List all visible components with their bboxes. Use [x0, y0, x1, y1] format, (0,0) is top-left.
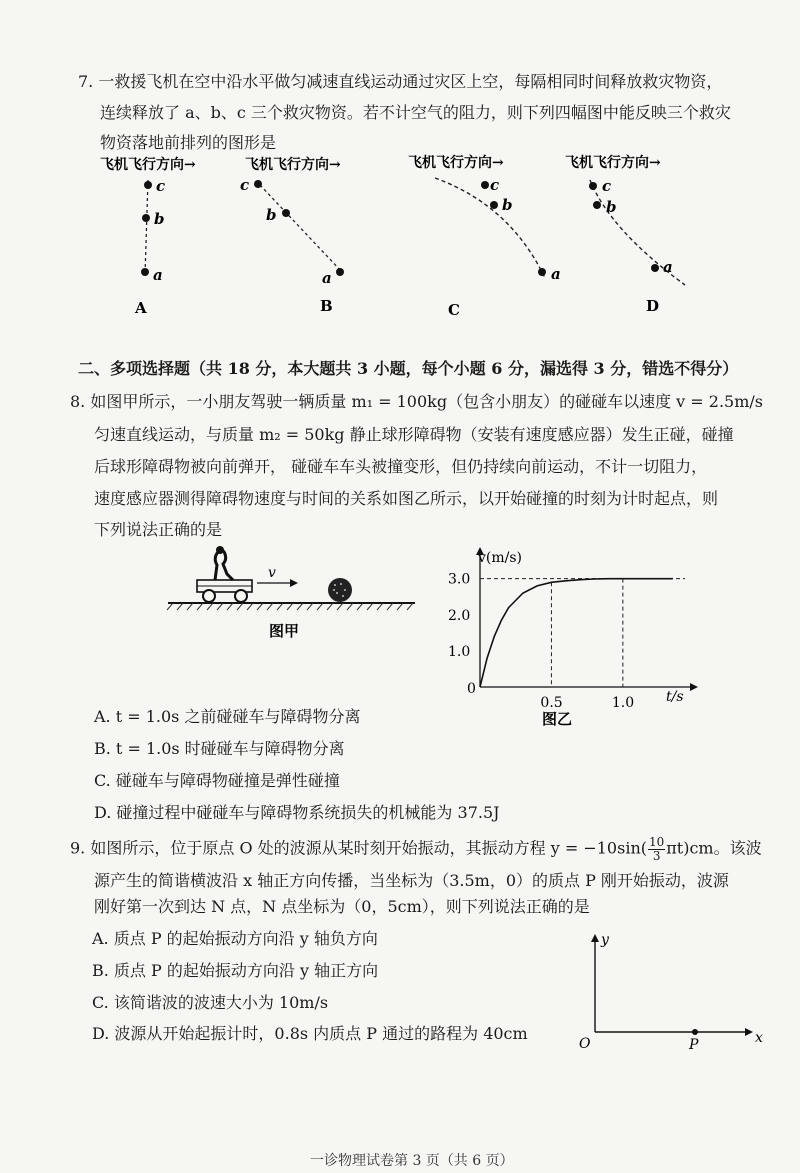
q8-option-a: A. t = 1.0s 之前碰碰车与障碍物分离	[94, 707, 361, 726]
q8-line2: 匀速直线运动，与质量 m₂ = 50kg 静止球形障碍物（安装有速度感应器）发生正碰，碰撞	[94, 425, 734, 444]
chart-x-tick-1: 1.0	[611, 695, 635, 711]
q7-option-a-label: A	[135, 299, 147, 317]
q8-fig1-caption: 图甲	[269, 622, 300, 640]
q7-line1: 7. 一救援飞机在空中沿水平做匀减速直线运动通过灾区上空，每隔相同时间释放救灾物资，	[78, 72, 723, 91]
chart-series-line-0	[480, 579, 673, 687]
chart-y-tick-1: 2.0	[448, 607, 471, 624]
q8-line4: 速度感应器测得障碍物速度与时间的关系如图乙所示，以开始碰撞的时刻为计时起点，则	[94, 489, 719, 508]
chart-ylabel: v(m/s)	[478, 550, 523, 566]
q9-axes-figure	[565, 930, 775, 1055]
q9-option-b: B. 质点 P 的起始振动方向沿 y 轴正方向	[92, 961, 379, 980]
q7-figures	[90, 150, 710, 325]
q9-axis-y: y	[601, 932, 609, 948]
chart-xlabel: t/s	[666, 689, 684, 705]
q7-option-d-label: D	[646, 297, 660, 315]
q7-a-a: a	[153, 266, 163, 284]
q7-b-c: c	[240, 176, 250, 194]
q7-dir-label-b: 飞机飞行方向→	[245, 157, 341, 173]
q8-fig2-caption: 图乙	[542, 710, 573, 728]
q7-d-c: c	[602, 177, 612, 195]
q7-dir-label-d: 飞机飞行方向→	[565, 155, 661, 171]
q9-axis-x: x	[755, 1030, 763, 1046]
q8-option-d: D. 碰撞过程中碰碰车与障碍物系统损失的机械能为 37.5J	[94, 803, 500, 822]
q7-option-b-label: B	[320, 297, 333, 315]
q8-line5: 下列说法正确的是	[94, 520, 223, 539]
q8-figure-jia	[165, 540, 425, 640]
q9-point-p: P	[689, 1037, 699, 1053]
q9-frac-den: 3	[652, 848, 661, 863]
chart-x-tick-0: 0.5	[540, 695, 563, 711]
q9-option-c: C. 该简谐波的波速大小为 10m/s	[92, 993, 329, 1012]
q9-line2: 源产生的简谐横波沿 x 轴正方向传播，当坐标为（3.5m，0）的质点 P 刚开始振动，波源	[94, 871, 729, 890]
q8-option-c: C. 碰碰车与障碍物碰撞是弹性碰撞	[94, 771, 340, 790]
chart-x-arrow	[690, 683, 698, 691]
q9-line3: 刚好第一次到达 N 点，N 点坐标为（0，5cm），则下列说法正确的是	[94, 897, 590, 916]
q9-fraction	[648, 836, 665, 862]
q9-option-a: A. 质点 P 的起始振动方向沿 y 轴负方向	[92, 929, 378, 948]
q7-dir-label-a: 飞机飞行方向→	[100, 157, 196, 173]
page-footer: 一诊物理试卷第 3 页（共 6 页）	[310, 1153, 514, 1169]
q8-figure-yi-chart	[430, 545, 700, 730]
q8-line3: 后球形障碍物被向前弹开， 碰碰车车头被撞变形，但仍持续向前运动，不计一切阻力，	[94, 457, 708, 476]
q7-d-b: b	[606, 198, 617, 216]
q7-a-b: b	[154, 210, 165, 228]
q8-line1: 8. 如图甲所示，一小朋友驾驶一辆质量 m₁ = 100kg（包含小朋友）的碰碰车以速度 v = 2.5m/s	[70, 392, 764, 411]
q9-frac-num: 10	[649, 835, 665, 849]
q7-c-b: b	[502, 196, 513, 214]
q7-c-c: c	[490, 176, 500, 194]
q9-origin: O	[579, 1036, 591, 1052]
q7-d-a: a	[663, 258, 673, 276]
q9-line1	[70, 836, 762, 862]
q7-a-c: c	[156, 177, 166, 195]
section2-title: 二、多项选择题（共 18 分，本大题共 3 小题，每个小题 6 分，漏选得 3 分，错选不得分）	[78, 359, 739, 378]
q9-line1-text: 9. 如图所示，位于原点 O 处的波源从某时刻开始振动，其振动方程 y = −10sin(	[70, 838, 647, 858]
chart-origin: 0	[467, 681, 476, 697]
q7-c-a: a	[551, 265, 561, 283]
chart-y-tick-0: 1.0	[448, 643, 471, 660]
q7-line3: 物资落地前排列的图形是	[100, 133, 277, 152]
q8-option-b: B. t = 1.0s 时碰碰车与障碍物分离	[94, 739, 345, 758]
q7-dir-label-c: 飞机飞行方向→	[408, 155, 504, 171]
q7-b-a: a	[322, 269, 332, 287]
q7-line2: 连续释放了 a、b、c 三个救灾物资。若不计空气的阻力，则下列四幅图中能反映三个救灾	[100, 103, 731, 122]
chart-y-tick-2: 3.0	[448, 571, 471, 588]
q8-fig1-v: v	[268, 565, 276, 581]
q7-option-c-label: C	[448, 301, 460, 319]
q9-option-d: D. 波源从开始起振计时，0.8s 内质点 P 通过的路程为 40cm	[92, 1024, 528, 1043]
q9-line1-tail: πt)cm。该波	[666, 838, 762, 858]
q7-b-b: b	[266, 206, 277, 224]
